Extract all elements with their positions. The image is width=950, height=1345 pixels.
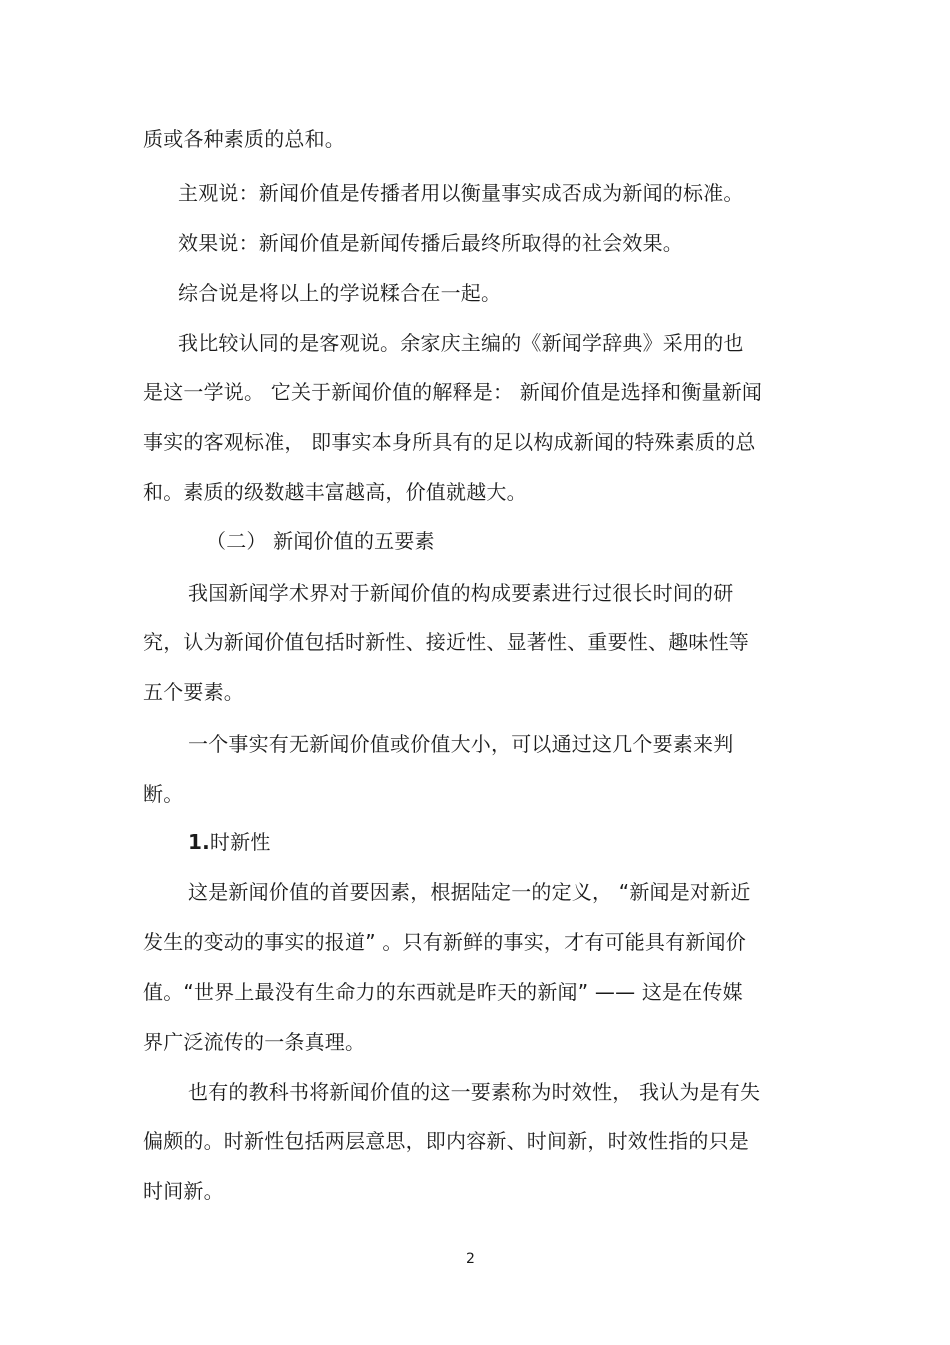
text-line-14: 断。 xyxy=(143,782,184,806)
text-line-17: 发生的变动的事实的报道” 。只有新鲜的事实，才有可能具有新闻价 xyxy=(143,930,746,954)
text-line-7: 事实的客观标准， 即事实本身所具有的足以构成新闻的特殊素质的总 xyxy=(143,430,756,454)
text-line-11: 究，认为新闻价值包括时新性、接近性、显著性、重要性、趣味性等 xyxy=(143,630,749,654)
text-line-20: 也有的教科书将新闻价值的这一要素称为时效性， 我认为是有失 xyxy=(188,1080,761,1104)
text-line-5: 我比较认同的是客观说。余家庆主编的《新闻学辞典》采用的也 xyxy=(178,331,744,355)
text-line-21: 偏颇的。时新性包括两层意思，即内容新、时间新，时效性指的只是 xyxy=(143,1129,749,1153)
text-line-3: 效果说：新闻价值是新闻传播后最终所取得的社会效果。 xyxy=(178,231,683,255)
subsection-number: 1. xyxy=(188,830,210,854)
text-line-12: 五个要素。 xyxy=(143,680,244,704)
section-heading: （二） 新闻价值的五要素 xyxy=(206,529,435,553)
subsection-title: 时新性 xyxy=(209,830,271,854)
text-line-22: 时间新。 xyxy=(143,1179,224,1203)
text-line-2: 主观说：新闻价值是传播者用以衡量事实成否成为新闻的标准。 xyxy=(178,181,744,205)
text-line-16: 这是新闻价值的首要因素，根据陆定一的定义， “新闻是对新近 xyxy=(188,880,751,904)
text-line-19: 界广泛流传的一条真理。 xyxy=(143,1030,366,1054)
text-line-18: 值。“世界上最没有生命力的东西就是昨天的新闻” —— 这是在传媒 xyxy=(143,980,743,1004)
text-line-1: 质或各种素质的总和。 xyxy=(143,127,345,151)
text-line-4: 综合说是将以上的学说糅合在一起。 xyxy=(178,281,502,305)
text-line-6: 是这一学说。 它关于新闻价值的解释是： 新闻价值是选择和衡量新闻 xyxy=(143,380,763,404)
text-line-8: 和。素质的级数越丰富越高，价值就越大。 xyxy=(143,480,527,504)
subsection-heading xyxy=(188,828,271,856)
text-line-10: 我国新闻学术界对于新闻价值的构成要素进行过很长时间的研 xyxy=(188,581,734,605)
text-line-13: 一个事实有无新闻价值或价值大小，可以通过这几个要素来判 xyxy=(188,732,734,756)
page-number: 2 xyxy=(466,1251,475,1267)
